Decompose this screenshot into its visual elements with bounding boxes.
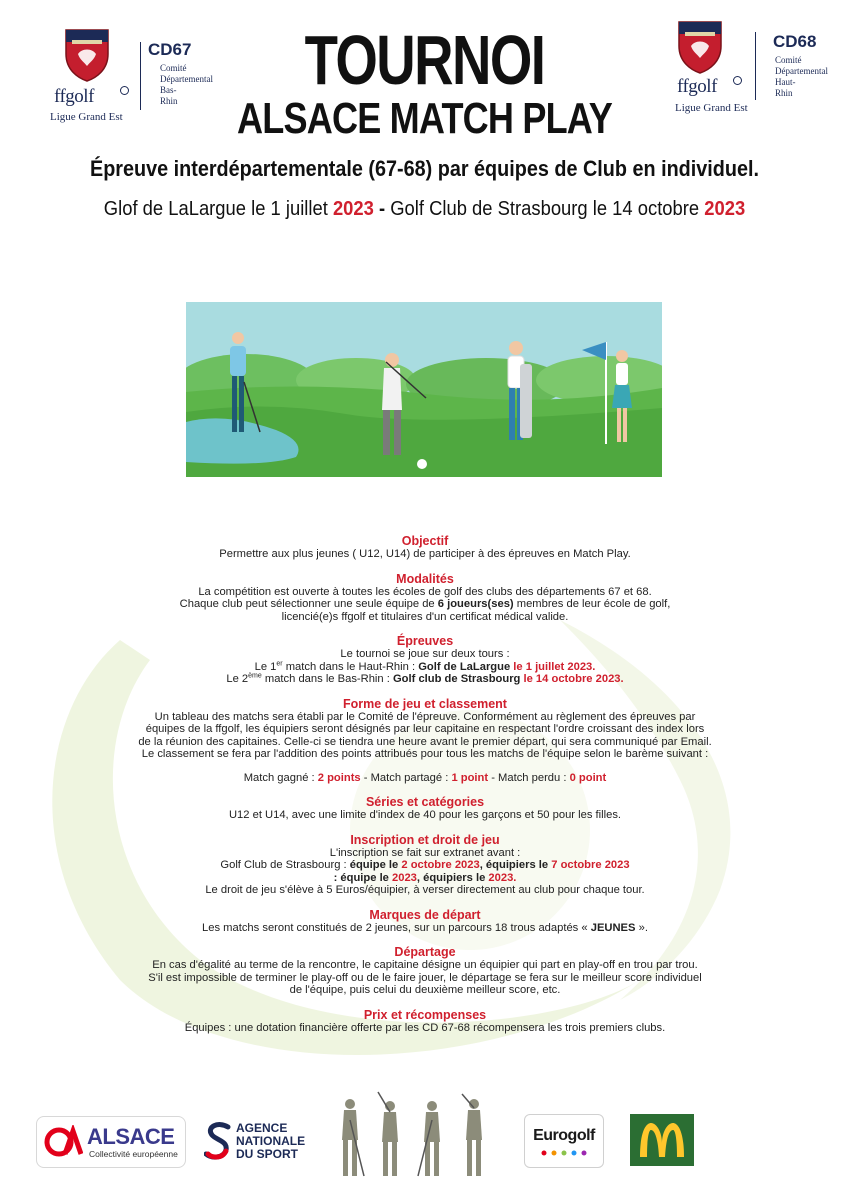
- date-year-1: 2023: [332, 198, 374, 220]
- ans-line-2: NATIONALE: [236, 1134, 306, 1148]
- section-text: Le droit de jeu s'élève à 5 Euros/équipier, à verser directement au club pour chaque tour.: [205, 884, 645, 896]
- deadline-date: 7 octobre 2023: [551, 859, 630, 871]
- deadline-date: 2023: [392, 871, 417, 884]
- match-1-line: [120, 661, 730, 674]
- cd67-line-3: Bas-Rhin: [160, 85, 178, 106]
- ordinal: ème: [248, 672, 262, 680]
- section-prix: [120, 1008, 730, 1035]
- section-modalites: [120, 572, 730, 624]
- section-inscription: [120, 833, 730, 897]
- section-title: Séries et catégories: [365, 795, 485, 809]
- date-venue-2: Golf Club de Strasbourg le 14 octobre: [390, 198, 705, 220]
- match-date: le 1 juillet 2023.: [510, 660, 596, 673]
- eurogolf-dots-icon: [539, 1149, 589, 1157]
- points-win: 2 points: [317, 771, 361, 784]
- text-part: , équipiers le: [416, 871, 489, 884]
- cd68-code: CD68: [773, 32, 817, 51]
- text-part: - Match perdu :: [488, 771, 570, 784]
- page-title: TOURNOI: [304, 21, 545, 99]
- text-part: Chaque club peut sélectionner une seule équipe de: [179, 598, 438, 610]
- section-title: Départage: [394, 945, 456, 959]
- ordinal: er: [276, 659, 283, 667]
- section-text: La compétition est ouverte à toutes les écoles de golf des clubs des départements 67 et 68.: [198, 585, 652, 598]
- deadline-date: 2023.: [488, 871, 517, 884]
- golden-arches-icon: [637, 1121, 687, 1159]
- cd67-line-2: Départemental: [160, 74, 213, 84]
- section-text: L'inscription se fait sur extranet avant :: [329, 846, 521, 859]
- eurogolf-logo: [524, 1114, 604, 1168]
- eurogolf-name: Eurogolf: [533, 1127, 595, 1144]
- match-2-line: [120, 673, 730, 686]
- cd67-code: CD67: [148, 40, 192, 59]
- text-part: match dans le Haut-Rhin :: [282, 660, 419, 673]
- section-series: [120, 795, 730, 822]
- ligue-label: Ligue Grand Est: [50, 111, 123, 123]
- section-text: de l'équipe, puis celui du deuxième meilleur score, etc.: [289, 984, 561, 996]
- section-text: Équipes : une dotation financière offerte par les CD 67-68 récompensera les trois premiers clubs.: [184, 1021, 666, 1034]
- golf-illustration: [186, 302, 662, 477]
- event-description: Épreuve interdépartementale (67-68) par équipes de Club en individuel.: [90, 156, 759, 181]
- date-year-2: 2023: [704, 198, 746, 220]
- section-title: Prix et récompenses: [363, 1007, 487, 1022]
- cd68-line-2: Départemental: [775, 66, 828, 76]
- section-text: licencié(e)s ffgolf et titulaires d'un certificat médical valide.: [281, 610, 569, 623]
- section-text: de la réunion des capitaines. Celle-ci se tiendra une heure avant le premier départ, qui sera communiqué par Email.: [138, 735, 712, 748]
- alsace-emblem-icon: [43, 1125, 83, 1159]
- alsace-name: ALSACE: [87, 1124, 175, 1149]
- section-text: Un tableau des matchs sera établi par le Comité de l'épreuve. Conformément au règlement des épreuves par: [154, 710, 696, 723]
- mcdonalds-logo: [630, 1114, 694, 1166]
- section-text: Le classement se fera par l'addition des points attribués pour tous les matchs de l'équipe selon le barème suivant :: [141, 748, 709, 760]
- deadline-date: 2 octobre 2023: [401, 859, 480, 871]
- text-part: match dans le Bas-Rhin :: [261, 673, 393, 685]
- section-text: [120, 598, 730, 611]
- section-forme: [120, 697, 730, 785]
- section-departage: [120, 945, 730, 997]
- section-text: S'il est impossible de terminer le play-off ou de le faire jouer, le départage se fera sur le meilleur score individuel: [148, 971, 702, 984]
- page-subtitle-title: ALSACE MATCH PLAY: [237, 94, 612, 143]
- points-scale: [120, 772, 730, 785]
- alsace-tagline: Collectivité européenne: [89, 1149, 178, 1159]
- text-part: ».: [635, 921, 648, 934]
- club-name: Golf de LaLargue: [418, 660, 511, 673]
- text-part: JEUNES: [590, 921, 636, 934]
- date-venue-1: Glof de LaLargue le 1 juillet: [103, 198, 333, 220]
- points-loss: 0 point: [569, 771, 607, 784]
- event-dates: [34, 198, 815, 221]
- section-title: Épreuves: [396, 634, 454, 648]
- ligue-label: Ligue Grand Est: [675, 102, 748, 114]
- team-size: 6 joueurs(ses): [437, 598, 514, 610]
- section-title: Modalités: [396, 571, 454, 586]
- section-text: Le tournoi se joue sur deux tours :: [340, 648, 510, 660]
- text-part: Le 2: [226, 673, 249, 685]
- cd68-line-1: Comité: [775, 55, 802, 65]
- text-part: Match gagné :: [243, 771, 318, 784]
- ffgolf-brand: ffgolf: [54, 86, 94, 107]
- cd67-line-1: Comité: [160, 63, 187, 73]
- section-title: Forme de jeu et classement: [343, 696, 507, 711]
- match-date: le 14 octobre 2023.: [520, 673, 624, 685]
- golf-swing-sequence-illustration: [334, 1090, 506, 1182]
- section-objectif: [120, 534, 730, 561]
- rules-content: [120, 534, 730, 1045]
- section-text: [120, 922, 730, 935]
- ans-line-3: DU SPORT: [236, 1147, 299, 1161]
- text-part: , équipiers le: [479, 859, 552, 871]
- section-title: Marques de départ: [369, 907, 481, 922]
- ffgolf-brand: ffgolf: [677, 76, 717, 97]
- alsace-logo: [36, 1116, 186, 1168]
- ans-s-icon: [204, 1121, 232, 1161]
- registration-line-2: [120, 872, 730, 885]
- section-epreuves: [120, 634, 730, 686]
- section-text: En cas d'égalité au terme de la rencontre, le capitaine désigne un équipier qui part en play-off en trou par trou.: [152, 959, 698, 971]
- text-part: Le 1: [254, 660, 277, 673]
- ans-logo: [204, 1118, 324, 1164]
- text-part: : équipe le: [333, 871, 393, 884]
- club-name: Golf club de Strasbourg: [392, 673, 521, 685]
- section-text: U12 et U14, avec une limite d'index de 40 pour les garçons et 50 pour les filles.: [228, 809, 622, 821]
- registration-line-1: [120, 859, 730, 872]
- cd68-line-3: Haut-Rhin: [775, 77, 796, 98]
- text-part: équipe le: [349, 859, 402, 871]
- section-title: Inscription et droit de jeu: [350, 832, 500, 847]
- text-part: membres de leur école de golf,: [513, 598, 671, 610]
- text-part: Golf Club de Strasbourg :: [220, 859, 350, 871]
- section-text: Permettre aux plus jeunes ( U12, U14) de participer à des épreuves en Match Play.: [219, 548, 631, 560]
- text-part: Les matchs seront constitués de 2 jeunes, sur un parcours 18 trous adaptés «: [202, 921, 591, 934]
- date-separator: -: [373, 198, 391, 220]
- ans-line-1: AGENCE: [236, 1121, 288, 1135]
- section-title: Objectif: [401, 534, 449, 548]
- points-draw: 1 point: [451, 771, 489, 784]
- text-part: - Match partagé :: [360, 771, 452, 784]
- section-text: équipes de la ffgolf, les équipiers seront désignés par leur capitaine en respectant l'ordre croissant des index lors: [145, 723, 705, 735]
- section-marques: [120, 908, 730, 935]
